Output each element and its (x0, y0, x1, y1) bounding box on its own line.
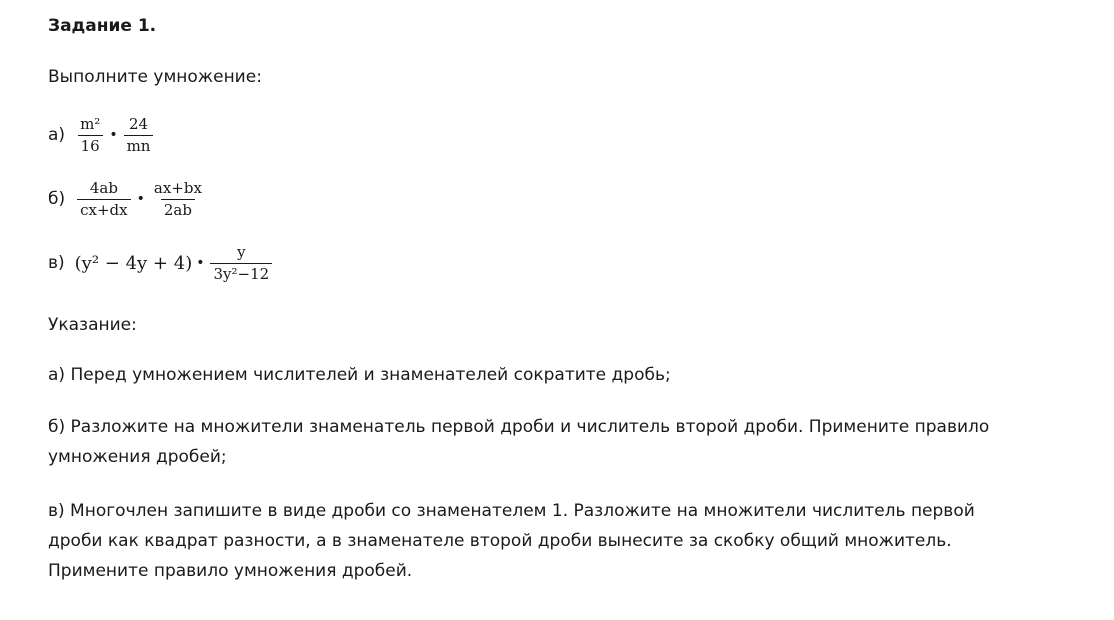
hint-c: в) Многочлен запишите в виде дроби со знаменателем 1. Разложите на множители числитель первой дроби как квадрат разности, а в знаменателе второй дроби вынесите за скобку общий множитель. Примените правило умножения дробей. (48, 501, 975, 581)
hint-title: Указание: (48, 315, 137, 335)
fraction-1 (77, 180, 131, 219)
numerator: m² (80, 114, 101, 133)
multiply-dot: • (196, 255, 205, 271)
fraction-2 (151, 180, 205, 219)
numerator: ax+bx (153, 178, 202, 197)
task-b (48, 174, 207, 224)
denominator: cx+dx (77, 199, 131, 219)
fraction-2 (210, 244, 272, 283)
multiply-dot: • (109, 127, 118, 143)
numerator: 4ab (89, 178, 118, 197)
hint-a: а) Перед умножением числителей и знаменателей сократите дробь; (48, 365, 671, 385)
task-c-label: в) (48, 253, 65, 273)
task-b-label: б) (48, 189, 66, 209)
denominator: mn (124, 135, 154, 155)
fraction-2 (124, 116, 154, 155)
multiply-dot: • (136, 191, 145, 207)
numerator: 24 (128, 114, 149, 133)
numerator: y (237, 242, 246, 261)
task-a-label: а) (48, 125, 66, 145)
denominator: 3y²−12 (210, 263, 272, 283)
denominator: 16 (78, 135, 103, 155)
fraction-1 (77, 116, 103, 155)
task-c (48, 238, 274, 288)
task-title: Задание 1. (48, 16, 157, 36)
polynomial: (y² − 4y + 4) (74, 252, 193, 274)
hint-b: б) Разложите на множители знаменатель первой дроби и числитель второй дроби. Примените правило умножения дробей; (48, 417, 990, 467)
task-a (48, 110, 155, 160)
denominator: 2ab (161, 199, 195, 219)
instruction-text: Выполните умножение: (48, 67, 262, 87)
